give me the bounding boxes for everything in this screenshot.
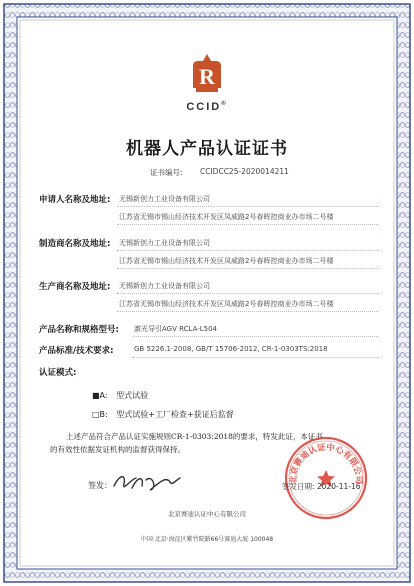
logo-brand-text xyxy=(0,101,414,113)
mode-option-b xyxy=(92,409,234,420)
standards-label: 产品标准/技术要求: xyxy=(39,346,114,356)
logo-brand: CCID xyxy=(186,101,222,113)
divider xyxy=(117,293,379,294)
mode-label: 认证模式: xyxy=(39,368,77,378)
cert-no-label: 证书编号: xyxy=(150,168,183,177)
divider xyxy=(117,206,379,207)
mode-option-b-text: 型式试验+工厂检查+获证后监督 xyxy=(116,410,234,419)
producer-name: 无锡新创力工业设备有限公司 xyxy=(119,282,210,290)
applicant-address: 江苏省无锡市锡山经济技术开发区凤威路2号春晖控商业办市场二号楼 xyxy=(119,213,334,221)
ccid-logo-icon xyxy=(187,52,227,96)
producer-address: 江苏省无锡市锡山经济技术开发区凤威路2号春晖控商业办市场二号楼 xyxy=(119,300,334,308)
svg-text:北京赛迪认证中心有限公司: 北京赛迪认证中心有限公司 xyxy=(288,442,364,485)
mode-option-a-prefix: ■A: xyxy=(92,391,108,400)
producer-label: 生产商名称及地址: xyxy=(39,282,111,292)
divider xyxy=(132,336,379,337)
issue-date: 签发日期: 2020-11-16 xyxy=(282,482,361,491)
cert-no-value: CCIDCC25-2020014211 xyxy=(200,167,289,176)
divider xyxy=(117,250,379,251)
mode-option-a xyxy=(92,390,148,401)
product-value: 激光导引AGV RCLA-L504 xyxy=(134,325,217,333)
divider xyxy=(117,311,379,312)
note-line-1: 上述产品符合产品认证实施规则CR-1-0303:2018的要求，特发此证，本证书 xyxy=(66,432,323,441)
manufacturer-address: 江苏省无锡市锡山经济技术开发区凤威路2号春晖控商业办市场二号楼 xyxy=(119,257,334,265)
svg-text:R: R xyxy=(199,64,215,89)
product-label: 产品名称和规格型号: xyxy=(39,325,119,335)
mode-option-b-prefix: □B: xyxy=(92,410,108,419)
registered-mark: ® xyxy=(221,101,228,107)
manufacturer-label: 制造商名称及地址: xyxy=(39,239,111,249)
divider xyxy=(117,224,379,225)
divider xyxy=(132,357,379,358)
issuer-name: 北京赛迪认证中心有限公司 xyxy=(168,510,246,518)
mode-option-a-text: 型式试验 xyxy=(116,391,149,400)
applicant-label: 申请人名称及地址: xyxy=(39,195,111,205)
issuer-address: 中国·北京·海淀区紫竹院路66号赛迪大厦 100048 xyxy=(140,536,274,543)
page-title: 机器人产品认证证书 xyxy=(126,139,288,159)
divider xyxy=(117,268,379,269)
applicant-name: 无锡新创力工业设备有限公司 xyxy=(119,195,210,203)
standards-value: GB 5226.1-2008, GB/T 15706-2012, CR-1-0303TS:2018 xyxy=(134,345,328,353)
signature-label: 签发： xyxy=(88,481,112,490)
manufacturer-name: 无锡新创力工业设备有限公司 xyxy=(119,239,210,247)
signature-icon xyxy=(110,470,182,496)
note-line-2: 的有效性依据发证机构的监督获得保持。 xyxy=(50,445,185,454)
